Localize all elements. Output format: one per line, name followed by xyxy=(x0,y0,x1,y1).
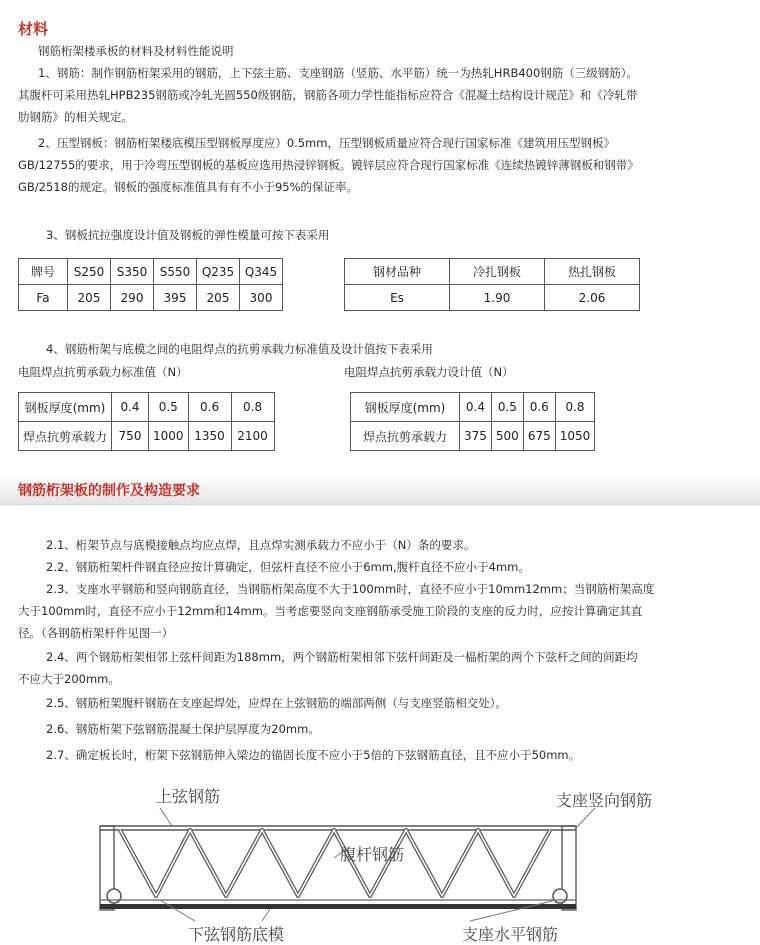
para-2-line-1: 2、压型钢板：钢筋桁架楼底模压型钢板厚度应）0.5mm，压型钢板质量应符合现行国家标准《建筑用压型钢板》 xyxy=(38,136,616,150)
table-cell: Q345 xyxy=(240,259,283,285)
table-cell: 205 xyxy=(197,285,240,311)
table-cell: 焊点抗剪承载力 xyxy=(351,422,460,451)
table-row xyxy=(19,259,283,285)
label-deck: 底模 xyxy=(252,925,285,944)
table-cell: 0.8 xyxy=(231,393,274,422)
leader-line xyxy=(160,808,172,826)
label-support-vertical: 支座竖向钢筋 xyxy=(556,791,653,810)
steel-strength-table xyxy=(18,258,283,311)
table-cell: 钢材品种 xyxy=(345,259,450,285)
req-line-6: 2.4、两个钢筋桁架相邻上弦杆间距为188mm，两个钢筋桁架相邻下弦杆间距及一榀桁架的两个下弦杆之间的间距均 xyxy=(46,650,638,664)
table-cell: Fa xyxy=(19,285,68,311)
weld-design-table xyxy=(350,392,595,451)
table-cell: 0.5 xyxy=(149,393,189,422)
leader-line xyxy=(574,808,595,830)
table-cell: 675 xyxy=(523,422,555,451)
table-row xyxy=(351,422,595,451)
weld-standard-table xyxy=(18,392,275,451)
bottom-chord-bar xyxy=(553,889,567,903)
table-cell: 钢板厚度(mm) xyxy=(19,393,112,422)
table-cell: 1.90 xyxy=(450,285,545,311)
para-2-line-2: GB/12755的要求，用于冷弯压型钢板的基板应选用热浸锌钢板。镀锌层应符合现行国家标准《连续热镀锌薄钢板和钢带》 xyxy=(18,158,639,172)
table-cell: 1350 xyxy=(188,422,231,451)
materials-intro: 钢筋桁架楼承板的材料及材料性能说明 xyxy=(38,44,234,58)
table-cell: 395 xyxy=(154,285,197,311)
table-cell: Q235 xyxy=(197,259,240,285)
caption-standard-value: 电阻焊点抗剪承载力标准值（N） xyxy=(18,365,188,379)
req-line-8: 2.5、钢筋桁架腹杆钢筋在支座起焊处，应焊在上弦钢筋的端部两侧（与支座竖筋相交处）。 xyxy=(46,696,508,710)
table-cell: 750 xyxy=(112,422,149,451)
req-line-5: 径。（各钢筋桁架杆件见图一） xyxy=(18,626,174,640)
table-cell: 1050 xyxy=(555,422,595,451)
req-line-1: 2.1、桁架节点与底模接触点均应点焊，且点焊实测承载力不应小于（N）条的要求。 xyxy=(46,538,476,552)
leader-line xyxy=(160,900,195,921)
table-cell: 500 xyxy=(491,422,523,451)
table-row xyxy=(345,285,640,311)
table-cell: 2100 xyxy=(231,422,274,451)
label-web: 腹杆钢筋 xyxy=(340,845,405,864)
req-line-2: 2.2、钢筋桁架杆件钢直径应按计算确定，但弦杆直径不应小于6mm,腹杆直径不应小于4mm。 xyxy=(46,560,530,574)
para-2-line-3: GB/2518的规定。钢板的强度标准值具有有不小于95%的保证率。 xyxy=(18,180,358,194)
para-3: 3、钢板抗拉强度设计值及钢板的弹性模量可按下表采用 xyxy=(46,228,330,242)
elastic-modulus-table xyxy=(344,258,640,311)
bottom-chord-bar xyxy=(107,889,121,903)
table-cell: 300 xyxy=(240,285,283,311)
para-1-line-2: 其腹杆可采用热轧HPB235钢筋或冷轧光圆550级钢筋，钢筋各项力学性能指标应符合《混凝土结构设计规范》和《冷轧带 xyxy=(18,88,638,102)
table-cell: 0.6 xyxy=(188,393,231,422)
table-cell: Es xyxy=(345,285,450,311)
table-cell: 牌号 xyxy=(19,259,68,285)
req-line-9: 2.6、钢筋桁架下弦钢筋混凝土保护层厚度为20mm。 xyxy=(46,722,320,736)
table-cell: 290 xyxy=(111,285,154,311)
table-cell: 0.5 xyxy=(491,393,523,422)
req-line-3: 2.3、支座水平钢筋和竖向钢筋直径，当钢筋桁架高度不大于100mm时，直径不应小于10mm12mm；当钢筋桁架高度 xyxy=(46,582,655,596)
table-cell: 2.06 xyxy=(545,285,640,311)
section-title-materials: 材料 xyxy=(18,20,49,38)
section-title-fabrication: 钢筋桁架板的制作及构造要求 xyxy=(18,483,200,499)
para-1-line-3: 肋钢筋》的相关规定。 xyxy=(18,110,133,124)
table-cell: 热扎钢板 xyxy=(545,259,640,285)
req-line-10: 2.7、确定板长时，桁架下弦钢筋伸入梁边的锚固长度不应小于5倍的下弦钢筋直径，且不应小于50mm。 xyxy=(46,748,581,762)
para-1-line-1: 1、钢筋：制作钢筋桁架采用的钢筋，上下弦主筋、支座钢筋（竖筋、水平筋）统一为热轧HRB400钢筋（三级钢筋）。 xyxy=(38,66,639,80)
table-cell: 205 xyxy=(68,285,111,311)
table-row xyxy=(19,422,275,451)
table-cell: 1000 xyxy=(149,422,189,451)
table-cell: S350 xyxy=(111,259,154,285)
table-cell: 0.4 xyxy=(460,393,492,422)
caption-design-value: 电阻焊点抗剪承载力设计值（N） xyxy=(344,365,514,379)
table-cell: 钢板厚度(mm) xyxy=(351,393,460,422)
table-cell: 焊点抗剪承载力 xyxy=(19,422,112,451)
table-cell: 0.8 xyxy=(555,393,595,422)
req-line-4: 大于100mm时，直径不应小于12mm和14mm。当考虑要竖向支座钢筋承受施工阶段的支座的反力时，应按计算确定其直 xyxy=(18,604,643,618)
table-cell: 冷扎钢板 xyxy=(450,259,545,285)
table-cell: S250 xyxy=(68,259,111,285)
label-support-horizontal: 支座水平钢筋 xyxy=(462,925,559,944)
table-row xyxy=(19,285,283,311)
table-row xyxy=(19,393,275,422)
leader-line xyxy=(470,900,556,921)
para-4: 4、钢筋桁架与底模之间的电阻焊点的抗剪承载力标准值及设计值按下表采用 xyxy=(46,342,433,356)
section-banner xyxy=(0,474,760,505)
req-line-7: 不应大于200mm。 xyxy=(18,672,120,686)
label-bottom-chord: 下弦钢筋 xyxy=(188,925,253,944)
table-cell: 0.4 xyxy=(112,393,149,422)
leader-line xyxy=(262,909,270,921)
table-row xyxy=(351,393,595,422)
table-cell: S550 xyxy=(154,259,197,285)
label-top-chord: 上弦钢筋 xyxy=(156,787,221,806)
table-row xyxy=(345,259,640,285)
table-cell: 0.6 xyxy=(523,393,555,422)
table-cell: 375 xyxy=(460,422,492,451)
